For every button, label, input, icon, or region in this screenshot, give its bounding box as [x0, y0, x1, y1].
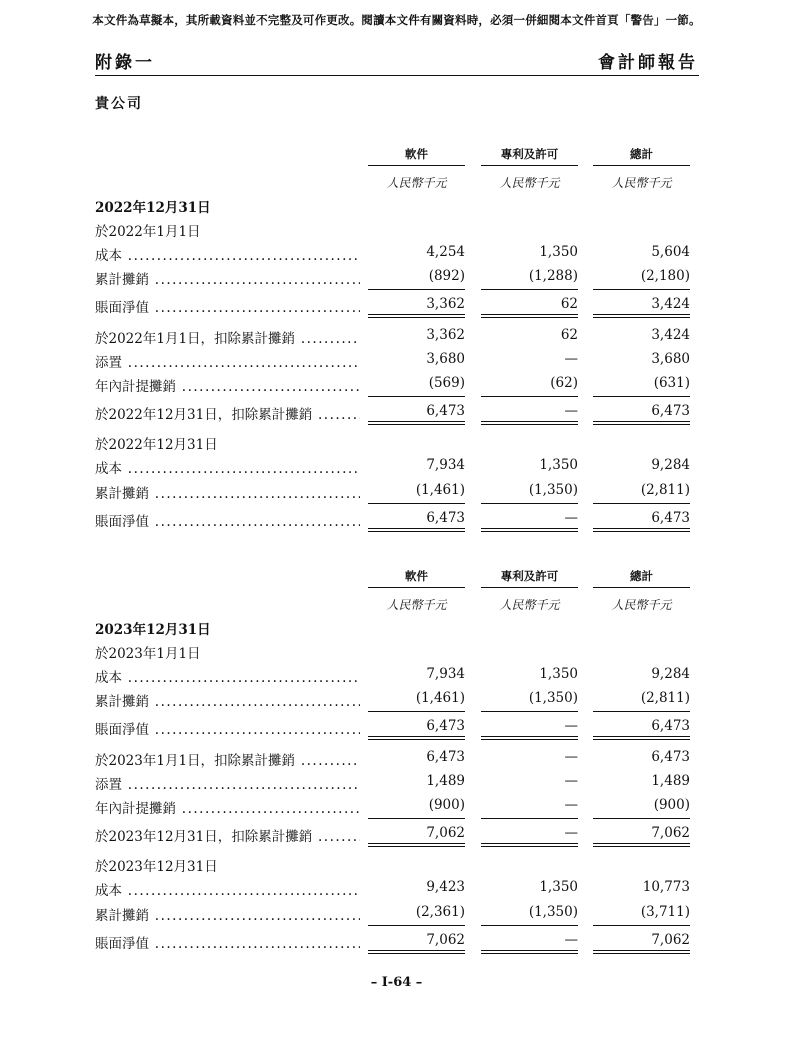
cell-software: 6,473: [426, 510, 465, 526]
cell-total: (631): [653, 375, 690, 391]
row-label: 於2022年12月31日，扣除累計攤銷 .....: [95, 403, 360, 423]
page-number: – I-64 –: [370, 975, 423, 990]
row-label: 賬面淨值 .....: [95, 718, 360, 738]
cell-software: (892): [428, 268, 465, 284]
opening-heading: 於2023年1月1日: [95, 646, 201, 662]
table-row: [0, 351, 793, 375]
cell-software: 1,489: [426, 773, 465, 789]
cell-total: (2,811): [640, 482, 690, 498]
cell-software: (1,461): [415, 482, 465, 498]
subtotal-rule: [481, 711, 578, 712]
cell-software: 7,062: [426, 932, 465, 948]
table-row: [0, 879, 793, 903]
row-label: 賬面淨值 .....: [95, 932, 360, 952]
row-label: 累計攤銷 .....: [95, 268, 360, 288]
cell-patents: 1,350: [539, 879, 578, 895]
cell-total: 3,680: [651, 351, 690, 367]
col-software-header: 軟件: [368, 146, 465, 166]
cell-patents: —: [564, 797, 578, 813]
header-divider: [95, 75, 699, 76]
col-software-header: 軟件: [368, 568, 465, 588]
subtotal-rule: [481, 289, 578, 290]
cell-software: (569): [428, 375, 465, 391]
year-heading-row: [0, 196, 793, 220]
row-label: 添置 .....: [95, 773, 360, 793]
cell-patents: 1,350: [539, 244, 578, 260]
row-label: 累計攤銷 .....: [95, 690, 360, 710]
cell-total: 9,284: [651, 457, 690, 473]
subtotal-rule: [593, 711, 690, 712]
cell-patents: —: [564, 773, 578, 789]
col-patents-header: 專利及許可: [481, 568, 578, 588]
cell-software: (900): [428, 797, 465, 813]
row-label: 賬面淨值 .....: [95, 296, 360, 316]
cell-software: 6,473: [426, 749, 465, 765]
col-total-unit: 人民幣千元: [611, 176, 672, 190]
row-label: 賬面淨值 .....: [95, 510, 360, 530]
total-double-rule: [593, 736, 690, 740]
cell-patents: 62: [560, 327, 578, 343]
total-double-rule: [481, 421, 578, 425]
year-heading-row: [0, 618, 793, 642]
cell-total: (2,811): [640, 690, 690, 706]
cell-patents: (1,350): [528, 690, 578, 706]
row-label: 於2022年1月1日，扣除累計攤銷 .....: [95, 327, 360, 347]
subtotal-rule: [481, 925, 578, 926]
cell-software: (1,461): [415, 690, 465, 706]
total-double-rule: [481, 843, 578, 847]
total-double-rule: [593, 314, 690, 318]
subtotal-rule: [481, 396, 578, 397]
total-double-rule: [593, 843, 690, 847]
cell-total: (2,180): [640, 268, 690, 284]
total-double-rule: [593, 950, 690, 954]
row-label: 年內計提攤銷 .....: [95, 797, 360, 817]
col-software-unit: 人民幣千元: [386, 176, 447, 190]
cell-software: (2,361): [415, 904, 465, 920]
row-label: 成本 .....: [95, 666, 360, 686]
cell-total: (3,711): [640, 904, 690, 920]
cell-software: 7,062: [426, 825, 465, 841]
cell-total: 7,062: [651, 825, 690, 841]
cell-software: 3,362: [426, 296, 465, 312]
subtotal-rule: [368, 396, 465, 397]
row-label: 累計攤銷 .....: [95, 904, 360, 924]
cell-software: 6,473: [426, 403, 465, 419]
year-heading: 2023年12月31日: [95, 622, 211, 638]
cell-patents: (62): [550, 375, 578, 391]
closing-heading-row: [0, 433, 793, 457]
col-patents-header: 專利及許可: [481, 146, 578, 166]
total-double-rule: [593, 528, 690, 532]
cell-software: 7,934: [426, 666, 465, 682]
total-double-rule: [481, 528, 578, 532]
col-patents-unit: 人民幣千元: [499, 598, 560, 612]
cell-patents: —: [564, 351, 578, 367]
subtotal-rule: [481, 503, 578, 504]
cell-patents: —: [564, 403, 578, 419]
total-double-rule: [481, 736, 578, 740]
col-total-header: 總計: [593, 146, 690, 166]
cell-total: 7,062: [651, 932, 690, 948]
cell-software: 7,934: [426, 457, 465, 473]
row-label: 成本 .....: [95, 879, 360, 899]
subtotal-rule: [593, 925, 690, 926]
table-row: [0, 327, 793, 351]
row-label: 累計攤銷 .....: [95, 482, 360, 502]
cell-total: 5,604: [651, 244, 690, 260]
cell-total: 6,473: [651, 510, 690, 526]
cell-software: 9,423: [426, 879, 465, 895]
closing-heading-row: [0, 855, 793, 879]
cell-patents: (1,350): [528, 482, 578, 498]
row-label: 添置 .....: [95, 351, 360, 371]
cell-patents: (1,350): [528, 904, 578, 920]
subtotal-rule: [593, 289, 690, 290]
cell-total: 9,284: [651, 666, 690, 682]
opening-heading: 於2022年1月1日: [95, 224, 201, 240]
row-label: 成本 .....: [95, 457, 360, 477]
subtotal-rule: [593, 503, 690, 504]
cell-patents: —: [564, 749, 578, 765]
total-double-rule: [368, 314, 465, 318]
subtotal-rule: [593, 396, 690, 397]
total-double-rule: [368, 528, 465, 532]
cell-software: 4,254: [426, 244, 465, 260]
total-double-rule: [368, 736, 465, 740]
year-heading: 2022年12月31日: [95, 200, 211, 216]
subtotal-rule: [368, 818, 465, 819]
cell-total: 6,473: [651, 718, 690, 734]
table-row: [0, 773, 793, 797]
cell-patents: (1,288): [528, 268, 578, 284]
row-label: 成本 .....: [95, 244, 360, 264]
opening-heading-row: [0, 642, 793, 666]
company-heading: 貴公司: [95, 96, 143, 112]
cell-patents: —: [564, 825, 578, 841]
table-row: [0, 244, 793, 268]
cell-total: 6,473: [651, 749, 690, 765]
cell-software: 6,473: [426, 718, 465, 734]
cell-software: 3,362: [426, 327, 465, 343]
table-row: [0, 749, 793, 773]
row-label: 年內計提攤銷 .....: [95, 375, 360, 395]
cell-patents: 62: [560, 296, 578, 312]
subtotal-rule: [593, 818, 690, 819]
total-double-rule: [368, 843, 465, 847]
cell-patents: —: [564, 718, 578, 734]
opening-heading-row: [0, 220, 793, 244]
cell-patents: —: [564, 510, 578, 526]
subtotal-rule: [368, 711, 465, 712]
col-total-unit: 人民幣千元: [611, 598, 672, 612]
subtotal-rule: [481, 818, 578, 819]
table-row: [0, 666, 793, 690]
table-row: [0, 457, 793, 481]
total-double-rule: [368, 950, 465, 954]
cell-software: 3,680: [426, 351, 465, 367]
cell-patents: 1,350: [539, 666, 578, 682]
appendix-title: 附錄一: [95, 53, 155, 73]
col-patents-unit: 人民幣千元: [499, 176, 560, 190]
cell-total: 10,773: [642, 879, 690, 895]
col-software-unit: 人民幣千元: [386, 598, 447, 612]
closing-heading: 於2022年12月31日: [95, 437, 218, 453]
subtotal-rule: [368, 503, 465, 504]
cell-total: 3,424: [651, 296, 690, 312]
total-double-rule: [481, 950, 578, 954]
draft-notice: 本文件為草擬本，其所載資料並不完整及可作更改。閱讀本文件有關資料時，必須一併細閱本文件首頁「警告」一節。: [92, 13, 701, 27]
closing-heading: 於2023年12月31日: [95, 859, 218, 875]
subtotal-rule: [368, 289, 465, 290]
cell-patents: 1,350: [539, 457, 578, 473]
total-double-rule: [481, 314, 578, 318]
row-label: 於2023年1月1日，扣除累計攤銷 .....: [95, 749, 360, 769]
row-label: 於2023年12月31日，扣除累計攤銷 .....: [95, 825, 360, 845]
cell-total: (900): [653, 797, 690, 813]
col-total-header: 總計: [593, 568, 690, 588]
cell-total: 1,489: [651, 773, 690, 789]
report-title: 會計師報告: [598, 53, 698, 73]
subtotal-rule: [368, 925, 465, 926]
cell-total: 3,424: [651, 327, 690, 343]
total-double-rule: [368, 421, 465, 425]
cell-total: 6,473: [651, 403, 690, 419]
cell-patents: —: [564, 932, 578, 948]
total-double-rule: [593, 421, 690, 425]
